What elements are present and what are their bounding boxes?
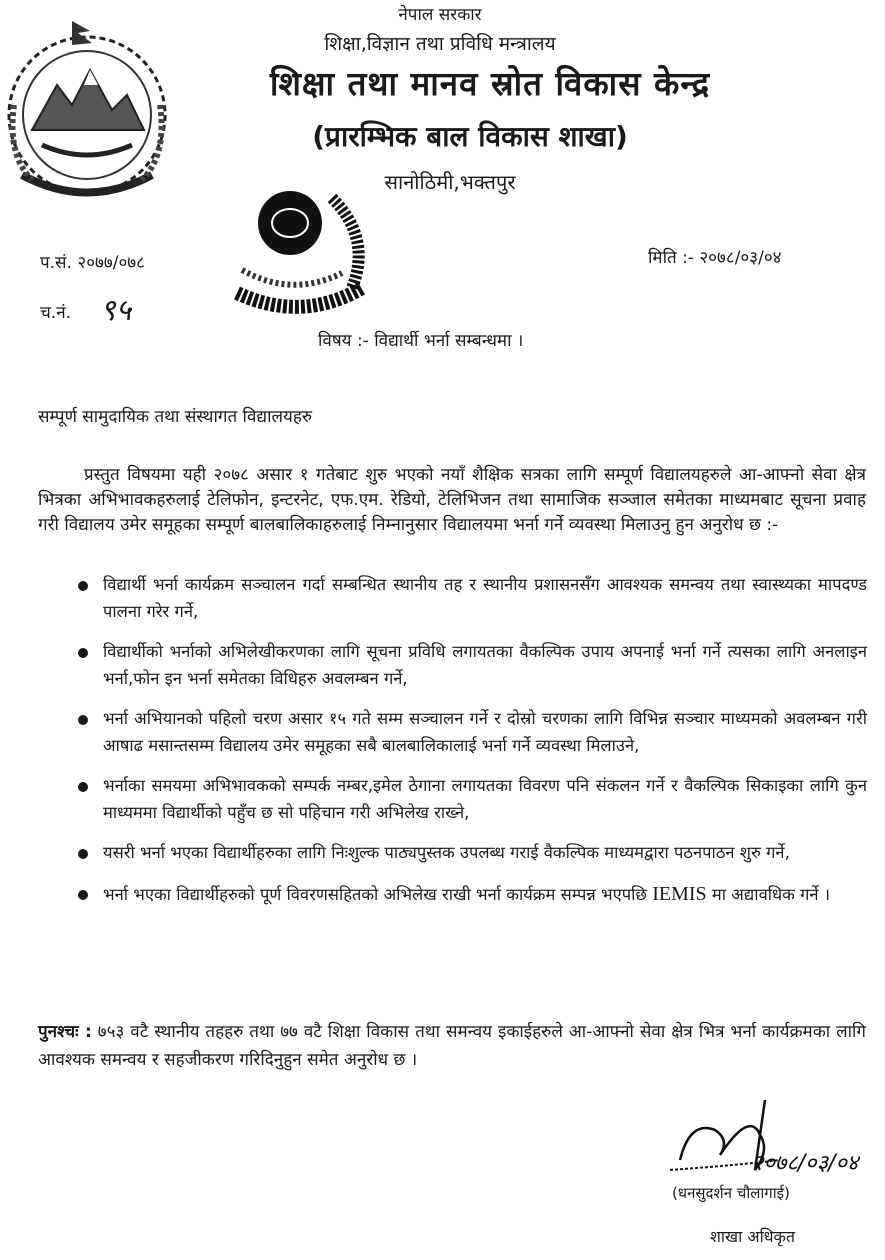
office-name: शिक्षा तथा मानव स्रोत विकास केन्द्र	[269, 64, 711, 103]
bullet-icon	[78, 782, 88, 792]
office-address: सानोठिमी,भक्तपुर	[384, 170, 516, 194]
bullet-icon	[78, 849, 88, 859]
government-name: नेपाल सरकार	[398, 5, 482, 25]
signatory-designation: शाखा अधिकृत	[710, 1227, 795, 1246]
fiscal-year: प.सं. २०७७/०७८	[40, 253, 145, 273]
list-item: भर्ना अभियानको पहिलो चरण असार १५ गते सम्म सञ्चालन गर्ने र दोस्रो चरणका लागि विभिन्न सञ्चार माध्यमको अवलम्बन गरी आषाढ मसान्तसम्म विद्यालय उमेर समूहका सबै बालबालिकालाई भर्ना गर्ने व्यवस्था मिलाउने,	[75, 706, 867, 759]
postscript-label: पुनश्चः :	[38, 1022, 92, 1042]
postscript	[38, 1018, 866, 1074]
list-item: भर्ना भएका विद्यार्थीहरुको पूर्ण विवरणसहितको अभिलेख राखी भर्ना कार्यक्रम सम्पन्न भएपछि IEMIS मा अद्यावधिक गर्ने ।	[75, 881, 867, 909]
nepal-government-emblem	[2, 15, 172, 200]
ministry-name: शिक्षा,विज्ञान तथा प्रविधि मन्त्रालय	[324, 33, 556, 55]
iemis-system-name: IEMIS	[652, 882, 707, 905]
list-item: भर्नाका समयमा अभिभावकको सम्पर्क नम्बर,इमेल ठेगाना लगायतका विवरण पनि संकलन गर्ने र वैकल्पिक सिकाइका लागि कुन माध्यममा विद्यार्थीको पहुँच छ सो पहिचान गरी अभिलेख राख्ने,	[75, 773, 867, 826]
section-name: (प्रारम्भिक बाल विकास शाखा)	[312, 120, 628, 153]
bullet-icon	[78, 648, 88, 658]
list-item: यसरी भर्ना भएका विद्यार्थीहरुका लागि निःशुल्क पाठ्यपुस्तक उपलब्ध गराई वैकल्पिक माध्यमद्वारा पठनपाठन शुरु गर्ने,	[75, 840, 867, 867]
bullet-icon	[78, 890, 88, 900]
bullet-icon	[78, 715, 88, 725]
letter-subject: विषय :- विद्यार्थी भर्ना सम्बन्धमा ।	[318, 331, 524, 351]
list-item: विद्यार्थीको भर्नाको अभिलेखीकरणका लागि सूचना प्रविधि लगायतका वैकल्पिक उपाय अपनाई भर्ना गर्ने त्यसका लागि अनलाइन भर्ना,फोन इन भर्ना समेतका विधिहरु अवलम्बन गर्ने,	[75, 639, 867, 692]
signature-mark	[660, 1080, 860, 1190]
svg-text:२०७८/०३/०४: २०७८/०३/०४	[752, 1151, 859, 1176]
letter-date: मिति :- २०७८/०३/०४	[648, 248, 782, 268]
office-stamp	[232, 178, 392, 328]
signatory-name: (धनसुदर्शन चौलागाई)	[672, 1184, 790, 1202]
intro-paragraph: प्रस्तुत विषयमा यही २०७८ असार १ गतेबाट शुरु भएको नयाँ शैक्षिक सत्रका लागि सम्पूर्ण विद्यालयहरुले आ-आफ्नो सेवा क्षेत्र भित्रका अभिभावकहरुलाई टेलिफोन, इन्टरनेट, एफ.एम. रेडियो, टेलिभिजन तथा सामाजिक सञ्जाल समेतका माध्यमबाट सूचना प्रवाह गरी विद्यालय उमेर समूहका सम्पूर्ण बालबालिकाहरुलाई निम्नानुसार विद्यालयमा भर्ना गर्ने व्यवस्था मिलाउनु हुन अनुरोध छ :-	[38, 465, 866, 535]
bullet-icon	[78, 581, 88, 591]
list-item: विद्यार्थी भर्ना कार्यक्रम सञ्चालन गर्दा सम्बन्धित स्थानीय तह र स्थानीय प्रशासनसँग आवश्यक समन्वय तथा स्वास्थ्यका मापदण्ड पालना गरेर गर्ने,	[75, 572, 867, 625]
reference-number: ९५	[100, 293, 132, 328]
instruction-list	[75, 572, 867, 922]
reference-label: च.नं.	[40, 303, 72, 323]
recipient-line: सम्पूर्ण सामुदायिक तथा संस्थागत विद्यालयहरु	[38, 407, 313, 427]
postscript-text: ७५३ वटै स्थानीय तहहरु तथा ७७ वटै शिक्षा विकास तथा समन्वय इकाईहरुले आ-आफ्नो सेवा क्षेत्र भित्र भर्ना कार्यक्रमका लागि आवश्यक समन्वय र सहजीकरण गरिदिनुहुन समेत अनुरोध छ ।	[38, 1022, 867, 1070]
